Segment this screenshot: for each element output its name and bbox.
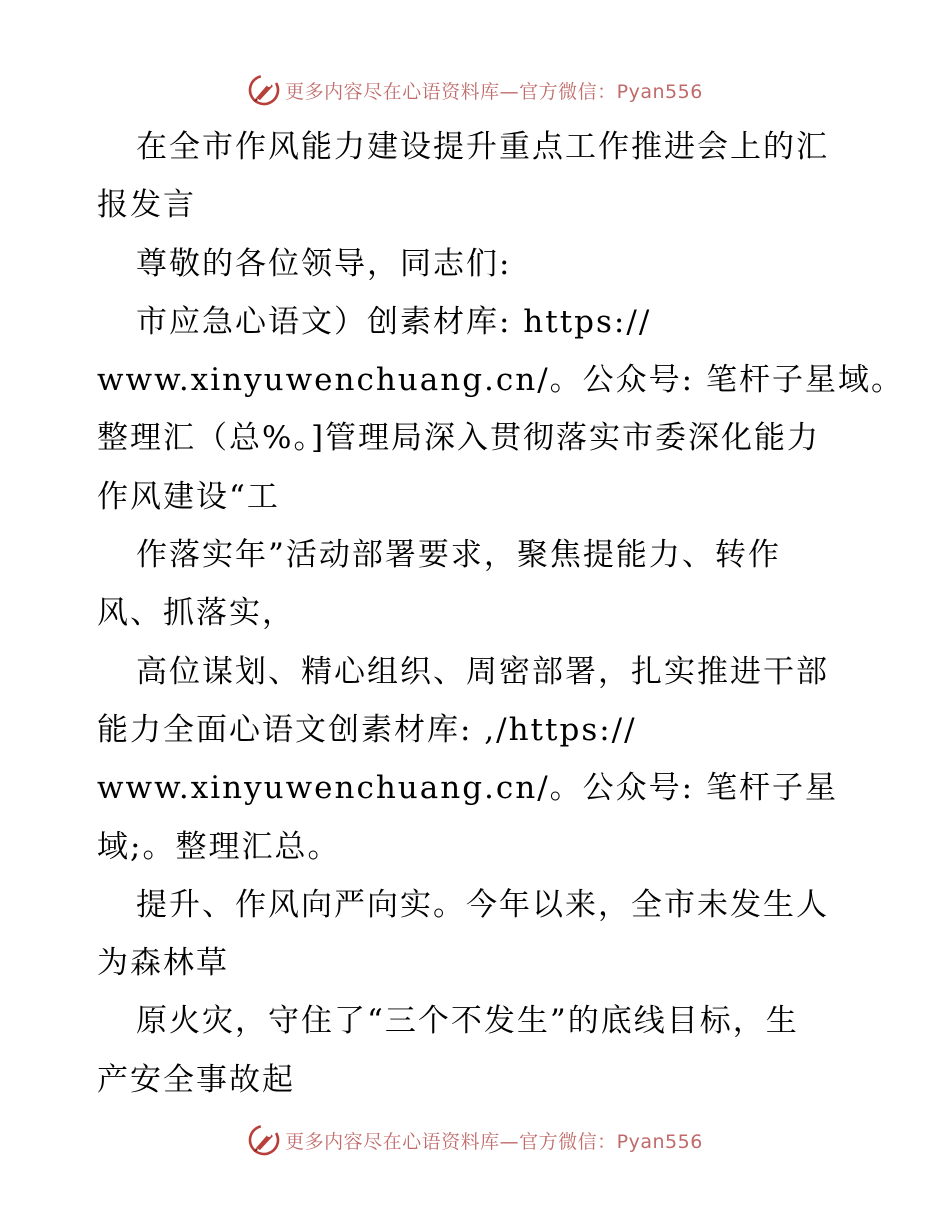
paragraph-line: 风、抓落实， <box>97 595 295 632</box>
paragraph-line: 为森林草 <box>97 945 229 982</box>
paragraph-line: 市应急心语文）创素材库: https:// <box>136 303 652 340</box>
paragraph-line: www.xinyuwenchuang.cn/。公众号: 笔杆子星 <box>97 770 838 807</box>
paragraph-line: 原火灾，守住了“三个不发生”的底线目标，生 <box>136 1003 799 1040</box>
paragraph-line: 作风建设“工 <box>97 478 280 515</box>
red-pen-circle-logo-icon <box>247 1123 281 1157</box>
header-watermark <box>0 70 950 110</box>
doc-title-line-1: 在全市作风能力建设提升重点工作推进会上的汇 <box>136 129 829 165</box>
header-watermark-text: 更多内容尽在心语资料库—官方微信：Pyan556 <box>285 80 703 103</box>
paragraph-line: 作落实年”活动部署要求，聚焦提能力、转作 <box>136 537 781 574</box>
footer-watermark <box>0 1120 950 1160</box>
paragraph-line: 能力全面心语文创素材库: ,/https:// <box>97 711 637 748</box>
paragraph-line: www.xinyuwenchuang.cn/。公众号: 笔杆子星域。 <box>97 362 904 399</box>
footer-watermark-text: 更多内容尽在心语资料库—官方微信：Pyan556 <box>285 1130 703 1153</box>
salutation: 尊敬的各位领导，同志们: <box>136 245 512 282</box>
paragraph-line: 提升、作风向严向实。今年以来，全市未发生人 <box>136 886 829 923</box>
red-pen-circle-logo-icon <box>247 73 281 107</box>
doc-title-line-2: 报发言 <box>97 187 196 224</box>
paragraph-line: 产安全事故起 <box>97 1061 295 1098</box>
document-body <box>97 118 904 1109</box>
paragraph-line: 高位谋划、精心组织、周密部署，扎实推进干部 <box>136 653 829 690</box>
paragraph-line: 整理汇（总%。]管理局深入贯彻落实市委深化能力 <box>97 420 821 457</box>
paragraph-line: 域;。整理汇总。 <box>97 828 341 865</box>
